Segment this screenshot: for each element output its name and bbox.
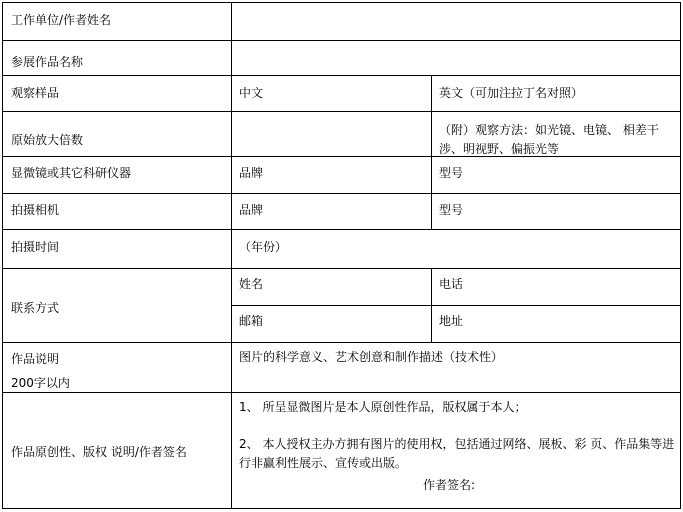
- sample-label: 观察样品: [11, 86, 60, 100]
- row-divider: [3, 229, 680, 230]
- sample-en-label: 英文（可加注拉丁名对照）: [439, 86, 584, 100]
- column-divider: [231, 3, 232, 508]
- year-label: （年份）: [239, 240, 288, 254]
- sample-cn-label: 中文: [239, 86, 264, 100]
- contact-email-label: 邮箱: [239, 314, 264, 328]
- submission-form: [2, 2, 681, 509]
- row-divider: [3, 392, 680, 393]
- contact-address-label: 地址: [439, 314, 464, 328]
- signature-label: 作者签名:: [423, 478, 476, 492]
- row-divider: [3, 342, 680, 343]
- author-label: 工作单位/作者姓名: [11, 13, 112, 27]
- originality-label: 作品原创性、版权 说明/作者签名: [11, 445, 187, 459]
- contact-phone-label: 电话: [439, 277, 464, 291]
- contact-label: 联系方式: [11, 301, 60, 315]
- row-divider: [3, 75, 680, 76]
- column-divider: [431, 268, 432, 342]
- contact-name-label: 姓名: [239, 277, 264, 291]
- originality-statement-1: 1、 所呈显微图片是本人原创性作品，版权属于本人；: [239, 400, 527, 414]
- column-divider: [431, 156, 432, 229]
- column-divider: [431, 75, 432, 156]
- row-divider: [3, 111, 680, 112]
- camera-brand-label: 品牌: [239, 203, 264, 217]
- microscope-brand-label: 品牌: [239, 166, 264, 180]
- title-label: 参展作品名称: [11, 55, 84, 69]
- row-divider: [3, 268, 680, 269]
- observation-method-note: （附）观察方法：如光镜、电镜、 相差干涉、明视野、偏振光等: [439, 123, 659, 156]
- row-divider: [231, 305, 680, 306]
- microscope-label: 显微镜或其它科研仪器: [11, 166, 132, 180]
- description-prompt: 图片的科学意义、艺术创意和制作描述（技术性）: [239, 350, 504, 364]
- shoot-time-label: 拍摄时间: [11, 240, 60, 254]
- magnification-label: 原始放大倍数: [11, 133, 84, 147]
- row-divider: [3, 193, 680, 194]
- description-limit-label: 200字以内: [11, 376, 70, 390]
- originality-statement-2: 2、 本人授权主办方拥有图片的使用权，包括通过网络、展板、彩 页、作品集等进行非赢利性展示、宣传或出版。: [239, 437, 675, 470]
- camera-model-label: 型号: [439, 203, 464, 217]
- description-label: 作品说明: [11, 352, 60, 366]
- microscope-model-label: 型号: [439, 166, 464, 180]
- row-divider: [3, 40, 680, 41]
- camera-label: 拍摄相机: [11, 203, 60, 217]
